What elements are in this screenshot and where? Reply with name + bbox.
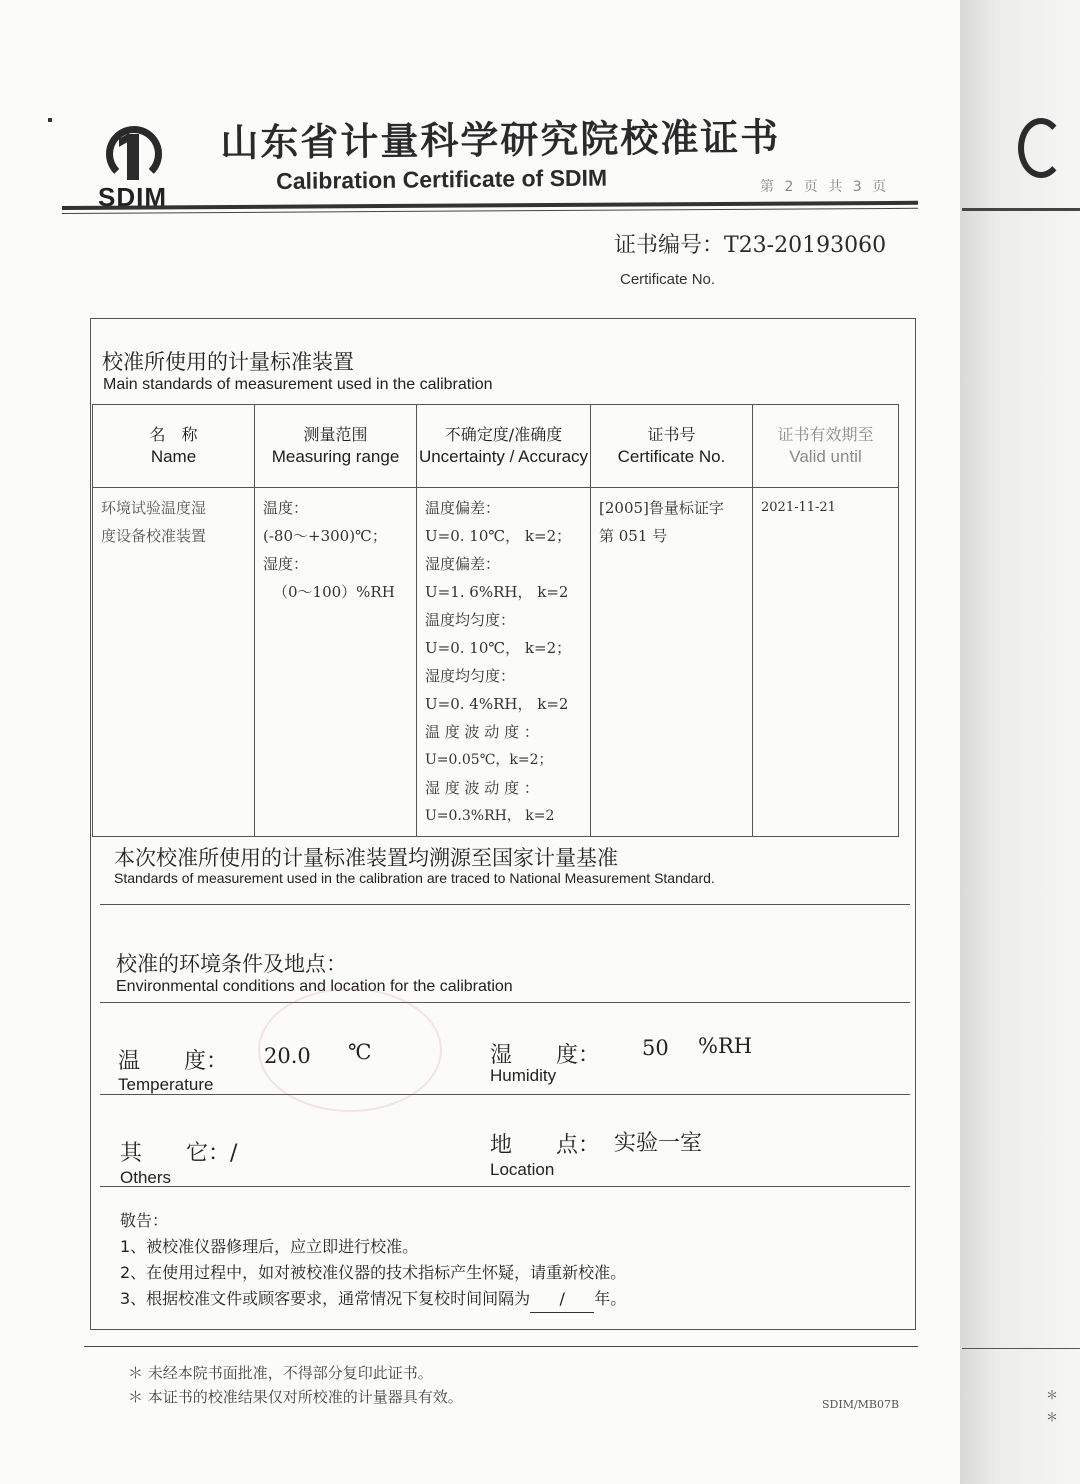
divider (100, 1002, 910, 1003)
header-certificate-no: 证书号 Certificate No. (591, 405, 753, 488)
others-label: 其 它：/ (120, 1141, 238, 1166)
footer-note: ＊ 未经本院书面批准，不得部分复印此证书。 (128, 1364, 433, 1382)
header-name: 名 称 Name (93, 405, 255, 488)
punch-mark (48, 118, 52, 122)
standards-table (92, 404, 899, 837)
environment-title-en: Environmental conditions and location for the calibration (116, 978, 513, 995)
logo-emblem-icon (100, 122, 170, 184)
divider (100, 904, 910, 905)
title-cn: 山东省计量科学研究院校准证书 (220, 115, 781, 165)
notice-item: 2、在使用过程中，如对被校准仪器的技术指标产生怀疑，请重新校准。 (120, 1263, 627, 1282)
humidity-label-en: Humidity (490, 1066, 557, 1085)
notice-item: 3、根据校准文件或顾客要求，通常情况下复校时间间隔为 / 年。 (120, 1286, 626, 1313)
humidity-value: 50 (642, 1036, 669, 1060)
cell-uncertainty: 温度偏差： U=0. 10℃， k=2； 湿度偏差： U=1. 6%RH， k=2 温度均匀度： U=0. 10℃， k=2； 湿度均匀度： U=0. 4%RH， k=2 温 度 波 动 度 ： U=0.05℃，k=2； 湿 度 波 动 度 ： U=0.3%RH， k=2 (417, 488, 591, 837)
standards-title-cn: 校准所使用的计量标准装置 (102, 350, 354, 374)
notice-item: 1、被校准仪器修理后，应立即进行校准。 (120, 1237, 419, 1256)
certificate-label-en: Certificate No. (620, 271, 716, 288)
humidity-unit: %RH (698, 1034, 753, 1058)
traceability-cn: 本次校准所使用的计量标准装置均溯源至国家计量基准 (114, 846, 618, 870)
standards-title-en: Main standards of measurement used in the calibration (103, 376, 493, 393)
temperature-value: 20.0 (264, 1044, 311, 1068)
cell-range: 温度： (-80～+300)℃； 湿度： （0～100）%RH (255, 488, 417, 837)
footer-rule (84, 1346, 918, 1347)
title-en: Calibration Certificate of SDIM (276, 164, 608, 194)
next-page-rule (962, 208, 1080, 211)
location-value: 实验一室 (614, 1131, 703, 1156)
form-code: SDIM/MB07B (822, 1398, 900, 1411)
cell-valid-until: 2021-11-21 (753, 488, 899, 837)
location-label-en: Location (490, 1160, 555, 1179)
cell-certificate-no: [2005]鲁量标证字 第 051 号 (591, 488, 753, 837)
header-range: 测量范围 Measuring range (255, 405, 417, 488)
temperature-label-en: Temperature (118, 1075, 214, 1094)
certificate-label: 证书编号： (614, 233, 725, 258)
certificate-number (614, 228, 886, 259)
divider (100, 1094, 910, 1095)
next-page-logo-icon (1018, 118, 1078, 208)
header-valid-until: 证书有效期至 Valid until (753, 405, 899, 488)
next-page-star-icon: ＊ (1046, 1410, 1059, 1424)
environment-title-cn: 校准的环境条件及地点： (116, 952, 347, 976)
table-row (93, 488, 899, 837)
humidity-label: 湿 度： (490, 1043, 601, 1068)
table-header-row (93, 405, 899, 488)
divider (100, 1186, 910, 1187)
next-page-edge (960, 0, 1080, 1484)
certificate-number-value: T23-20193060 (724, 233, 887, 258)
next-page-footer-rule (962, 1348, 1080, 1349)
temperature-unit: ℃ (348, 1040, 372, 1064)
notice-block (120, 1208, 626, 1313)
footer-note: ＊ 本证书的校准结果仅对所校准的计量器具有效。 (128, 1388, 463, 1406)
page-info: 第 2 页 共 3 页 (760, 179, 890, 195)
cell-name: 环境试验温度湿 度设备校准装置 (93, 488, 255, 837)
sdim-logo (96, 122, 176, 214)
logo-text: SDIM (98, 182, 167, 212)
next-page-star-icon: ＊ (1046, 1388, 1059, 1402)
others-label-en: Others (120, 1168, 172, 1187)
traceability-en: Standards of measurement used in the calibration are traced to National Measurement Standard. (114, 870, 715, 886)
notice-title: 敬告： (120, 1211, 169, 1230)
temperature-label: 温 度： (118, 1049, 229, 1074)
recalibration-interval: / (530, 1286, 594, 1313)
header-uncertainty: 不确定度/准确度 Uncertainty / Accuracy (417, 405, 591, 488)
location-label: 地 点： (490, 1133, 601, 1158)
